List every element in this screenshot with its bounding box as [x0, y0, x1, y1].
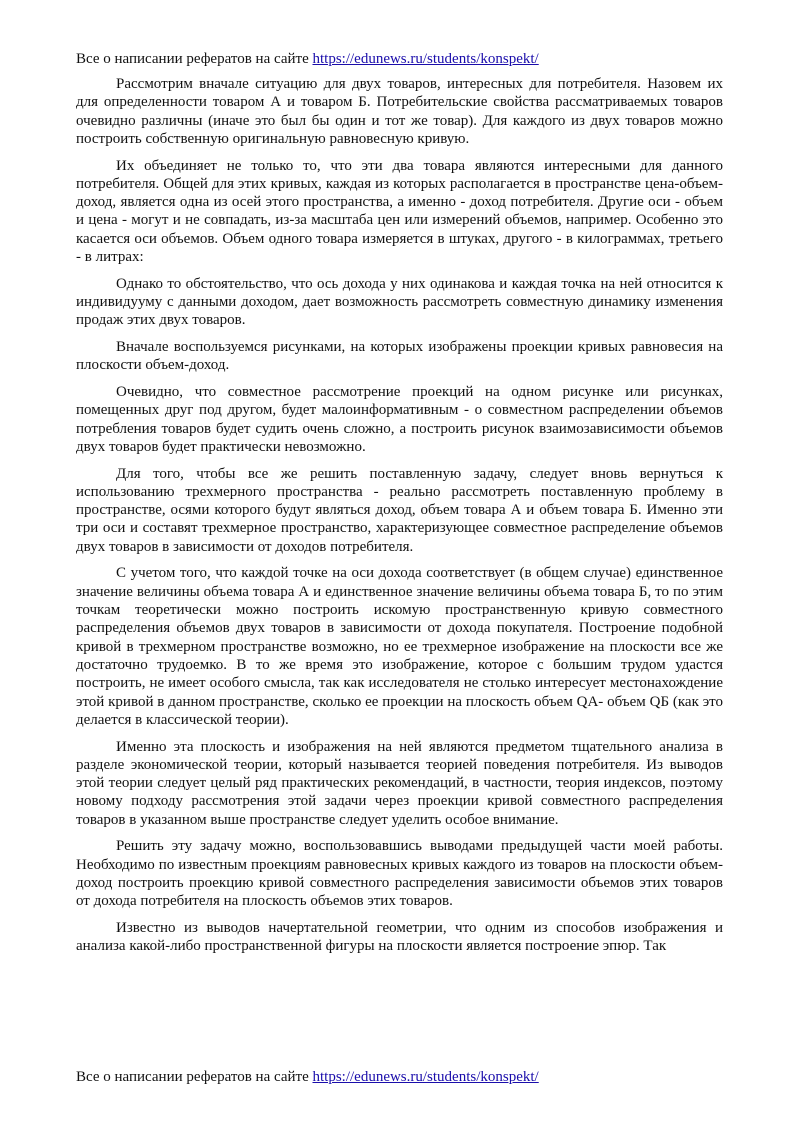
document-body — [76, 75, 723, 964]
paragraph-6: Для того, чтобы все же решить поставленную задачу, следует вновь вернуться к использованию трехмерного пространства - реально рассмотреть поставленную проблему в пространстве, осями которого будут являться доход, объем товара А и объем товара Б. Именно эти три оси и составят трехмерное пространство, характеризующее совместное распределение объемов двух товаров в зависимости от доходов потребителя. — [76, 465, 723, 555]
page-footer — [76, 1068, 726, 1086]
paragraph-3: Однако то обстоятельство, что ось дохода у них одинакова и каждая точка на ней относится к индивидууму с данными доходом, дает возможность рассмотреть совместную динамику изменения продаж этих двух товаров. — [76, 275, 723, 329]
paragraph-1: Рассмотрим вначале ситуацию для двух товаров, интересных для потребителя. Назовем их для определенности товаром А и товаром Б. Потребительские свойства рассматриваемых товаров очевидно различны (иначе это был бы один и тот же товар). Для каждого из двух товаров можно построить собственную оригинальную равновесную кривую. — [76, 76, 723, 147]
paragraph-8: Именно эта плоскость и изображения на ней являются предметом тщательного анализа в разделе экономической теории, который называется теорией поведения потребителя. Из выводов этой теории следует целый ряд практических рекомендаций, в частности, теория индексов, поэтому новому подходу рассмотрения этой задачи через проекции кривой совместного распределения товаров в указанном выше пространстве следует уделить особое внимание. — [76, 738, 723, 828]
header-link[interactable]: https://edunews.ru/students/konspekt/ — [312, 51, 539, 67]
paragraph-4: Вначале воспользуемся рисунками, на которых изображены проекции кривых равновесия на плоскости объем-доход. — [76, 339, 723, 374]
paragraph-2: Их объединяет не только то, что эти два товара являются интересными для данного потребителя. Общей для этих кривых, каждая из которых располагается в пространстве цена-объем-доход, является одна из осей этого пространства, а именно - доход потребителя. Другие оси - объем и цена - могут и не совпадать, из-за масштаба цен или измерений объемов, например. Особенно это касается оси объемов. Объем одного товара измеряется в штуках, другого - в килограммах, третьего - в литрах: — [76, 157, 723, 266]
header-text: Все о написании рефератов на сайте — [76, 51, 313, 67]
paragraph-9: Решить эту задачу можно, воспользовавшись выводами предыдущей части моей работы. Необходимо по известным проекциям равновесных кривых каждого из товаров на плоскости объем-доход построить проекцию кривой совместного распределения зависимости объемов этих товаров от дохода потребителя на плоскость объемов этих товаров. — [76, 838, 723, 910]
footer-link[interactable]: https://edunews.ru/students/konspekt/ — [312, 1069, 539, 1085]
footer-text: Все о написании рефератов на сайте — [76, 1069, 313, 1085]
page-header — [76, 50, 726, 68]
paragraph-5: Очевидно, что совместное рассмотрение проекций на одном рисунке или рисунках, помещенных друг под другом, будет малоинформативным - о совместном распределении объемов потребления товаров будет судить очень сложно, а построить рисунок взаимозависимости объемов двух товаров будет практически невозможно. — [76, 384, 723, 455]
paragraph-7: С учетом того, что каждой точке на оси дохода соответствует (в общем случае) единственное значение величины объема товара А и единственное значение величины объема товара Б, то по этим точкам теоретически можно построить искомую пространственную кривую совместного распределения объемов двух товаров в зависимости от дохода покупателя. Построение подобной кривой в трехмерном пространстве возможно, но ее трехмерное изображение на плоскости все же достаточно трудоемко. В то же время это изображение, которое с большим трудом удастся построить, не имеет особого смысла, так как исследователя не столько интересует местонахождение этой кривой в данном пространстве, сколько ее проекции на плоскость объем QA- объем QБ (как это делается в классической теории). — [76, 565, 723, 728]
paragraph-10: Известно из выводов начертательной геометрии, что одним из способов изображения и анализа какой-либо пространственной фигуры на плоскости является построение эпюр. Так — [76, 919, 723, 955]
